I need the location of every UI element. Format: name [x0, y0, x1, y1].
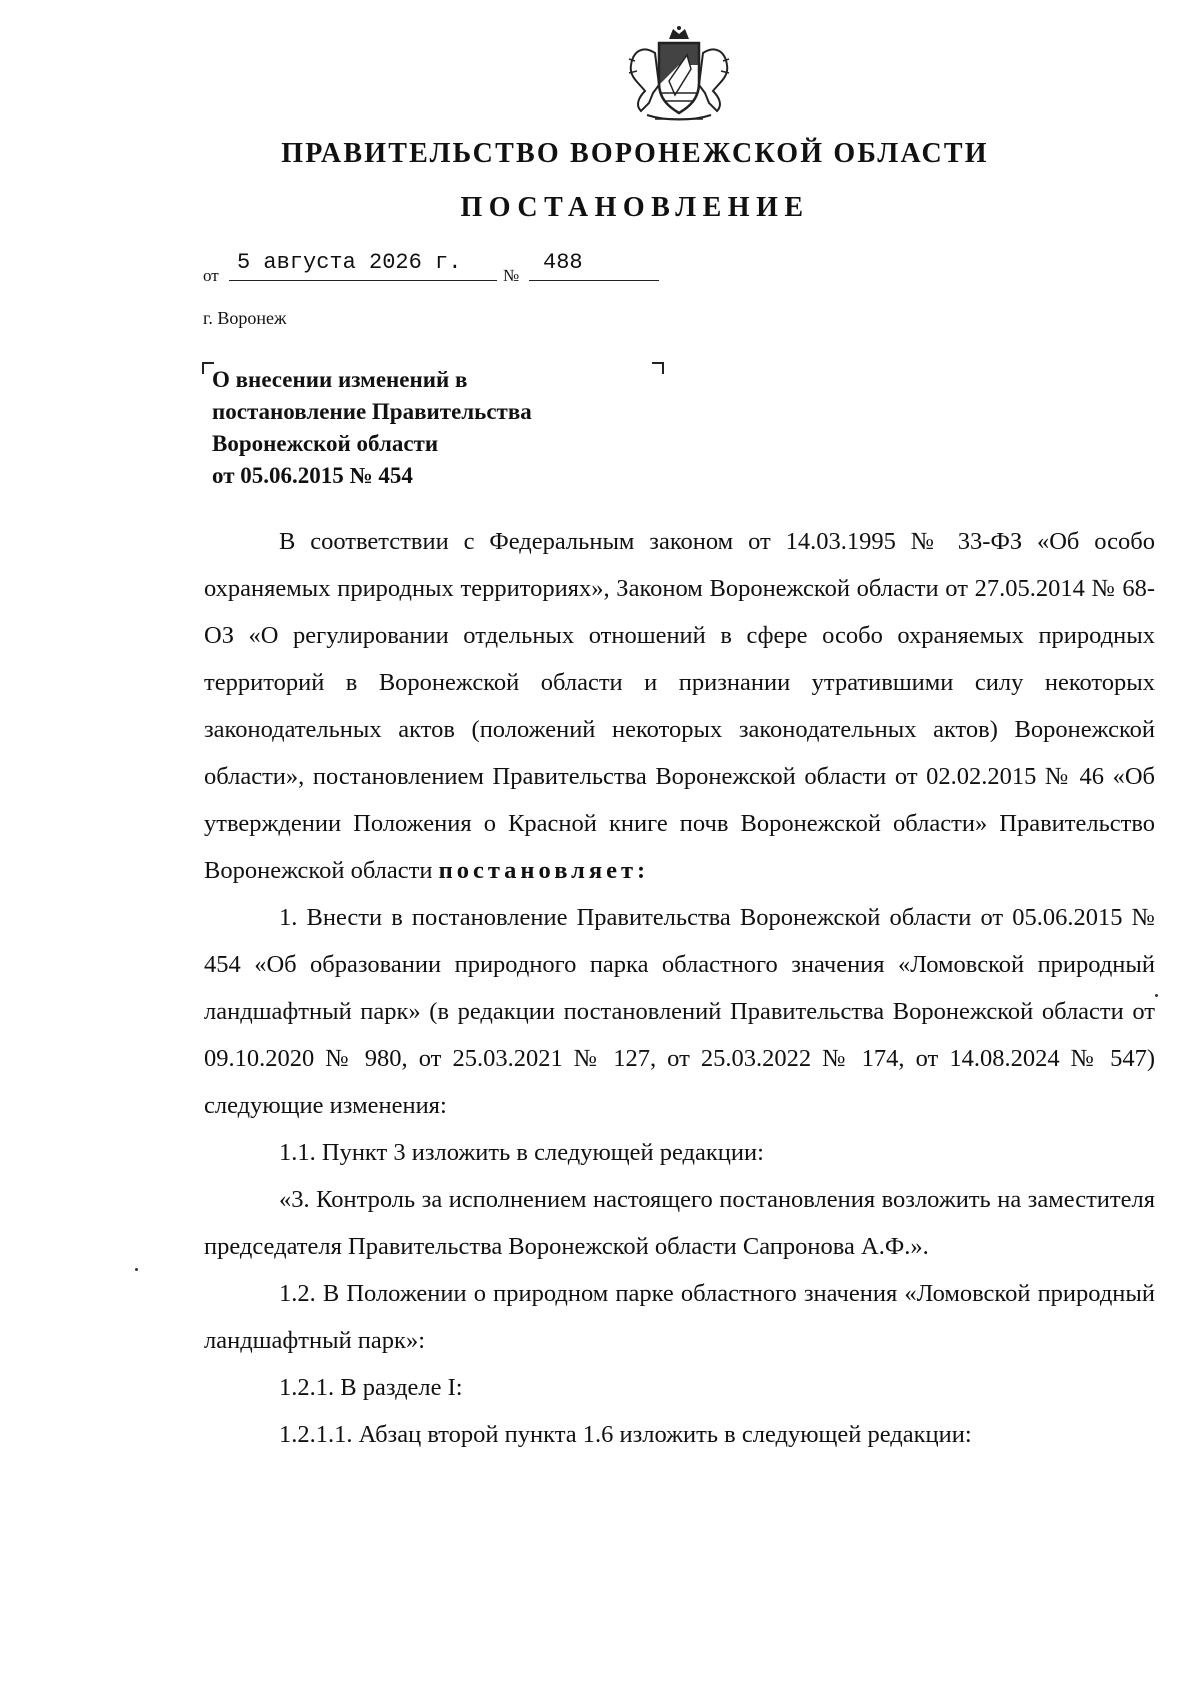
- date-prefix: от: [203, 266, 219, 285]
- coat-of-arms-emblem: [625, 25, 733, 125]
- number-underline: [529, 280, 659, 281]
- subject-line: Воронежской области: [212, 431, 439, 456]
- document-type: ПОСТАНОВЛЕНИЕ: [460, 192, 810, 223]
- date-number-row: [203, 248, 723, 288]
- clause-1-2-1: 1.2.1. В разделе I:: [279, 1374, 463, 1401]
- government-title: ПРАВИТЕЛЬСТВО ВОРОНЕЖСКОЙ ОБЛАСТИ: [281, 138, 989, 169]
- preamble-paragraph: [204, 518, 1155, 894]
- clause-1-2-1-1: 1.2.1.1. Абзац второй пункта 1.6 изложить в следующей редакции:: [279, 1421, 972, 1448]
- clause-1-1: 1.1. Пункт 3 изложить в следующей редакции:: [279, 1139, 764, 1166]
- resolves-word: постановляет: [438, 857, 638, 884]
- preamble-text: В соответствии с Федеральным законом от 14.03.1995 № 33-ФЗ «Об особо охраняемых природных территориях», Законом Воронежской области от 27.05.2014 № 68-ОЗ «О регулировании отдельных отношений в сфере особо охраняемых природных территорий в Воронежской области и признании утратившими силу некоторых законодательных актов (положений некоторых законодательных актов) Воронежской области», постановлением Правительства Воронежской области от 02.02.2015 № 46 «Об утверждении Положения о Красной книге почв Воронежской области» Правительство Воронежской области: [204, 528, 1155, 884]
- date-underline: [229, 280, 497, 281]
- subject-line: постановление Правительства: [212, 399, 532, 424]
- subject-line: от 05.06.2015 № 454: [212, 463, 413, 488]
- document-body: [204, 518, 1155, 1458]
- clause-1: 1. Внести в постановление Правительства Воронежской области от 05.06.2015 № 454 «Об образовании природного парка областного значения «Ломовской природный ландшафтный парк» (в редакции постановлений Правительства Воронежской области от 09.10.2020 № 980, от 25.03.2021 № 127, от 25.03.2022 № 174, от 14.08.2024 № 547) следующие изменения:: [204, 904, 1155, 1119]
- document-date: 5 августа 2026 г.: [237, 250, 462, 275]
- clause-1-2: 1.2. В Положении о природном парке областного значения «Ломовской природный ландшафтный парк»:: [204, 1280, 1155, 1354]
- subject-line: О внесении изменений в: [212, 367, 468, 392]
- scan-speck: [1155, 994, 1158, 997]
- clause-1-1-text: «3. Контроль за исполнением настоящего постановления возложить на заместителя председателя Правительства Воронежской области Сапронова А.Ф.».: [204, 1186, 1155, 1260]
- document-subject: [212, 364, 532, 492]
- scan-speck: [135, 1268, 138, 1271]
- document-number: 488: [543, 250, 583, 275]
- city: г. Воронеж: [203, 308, 287, 328]
- number-prefix: №: [503, 266, 520, 285]
- resolves-colon: :: [637, 857, 650, 884]
- subject-corner-right: [652, 362, 664, 374]
